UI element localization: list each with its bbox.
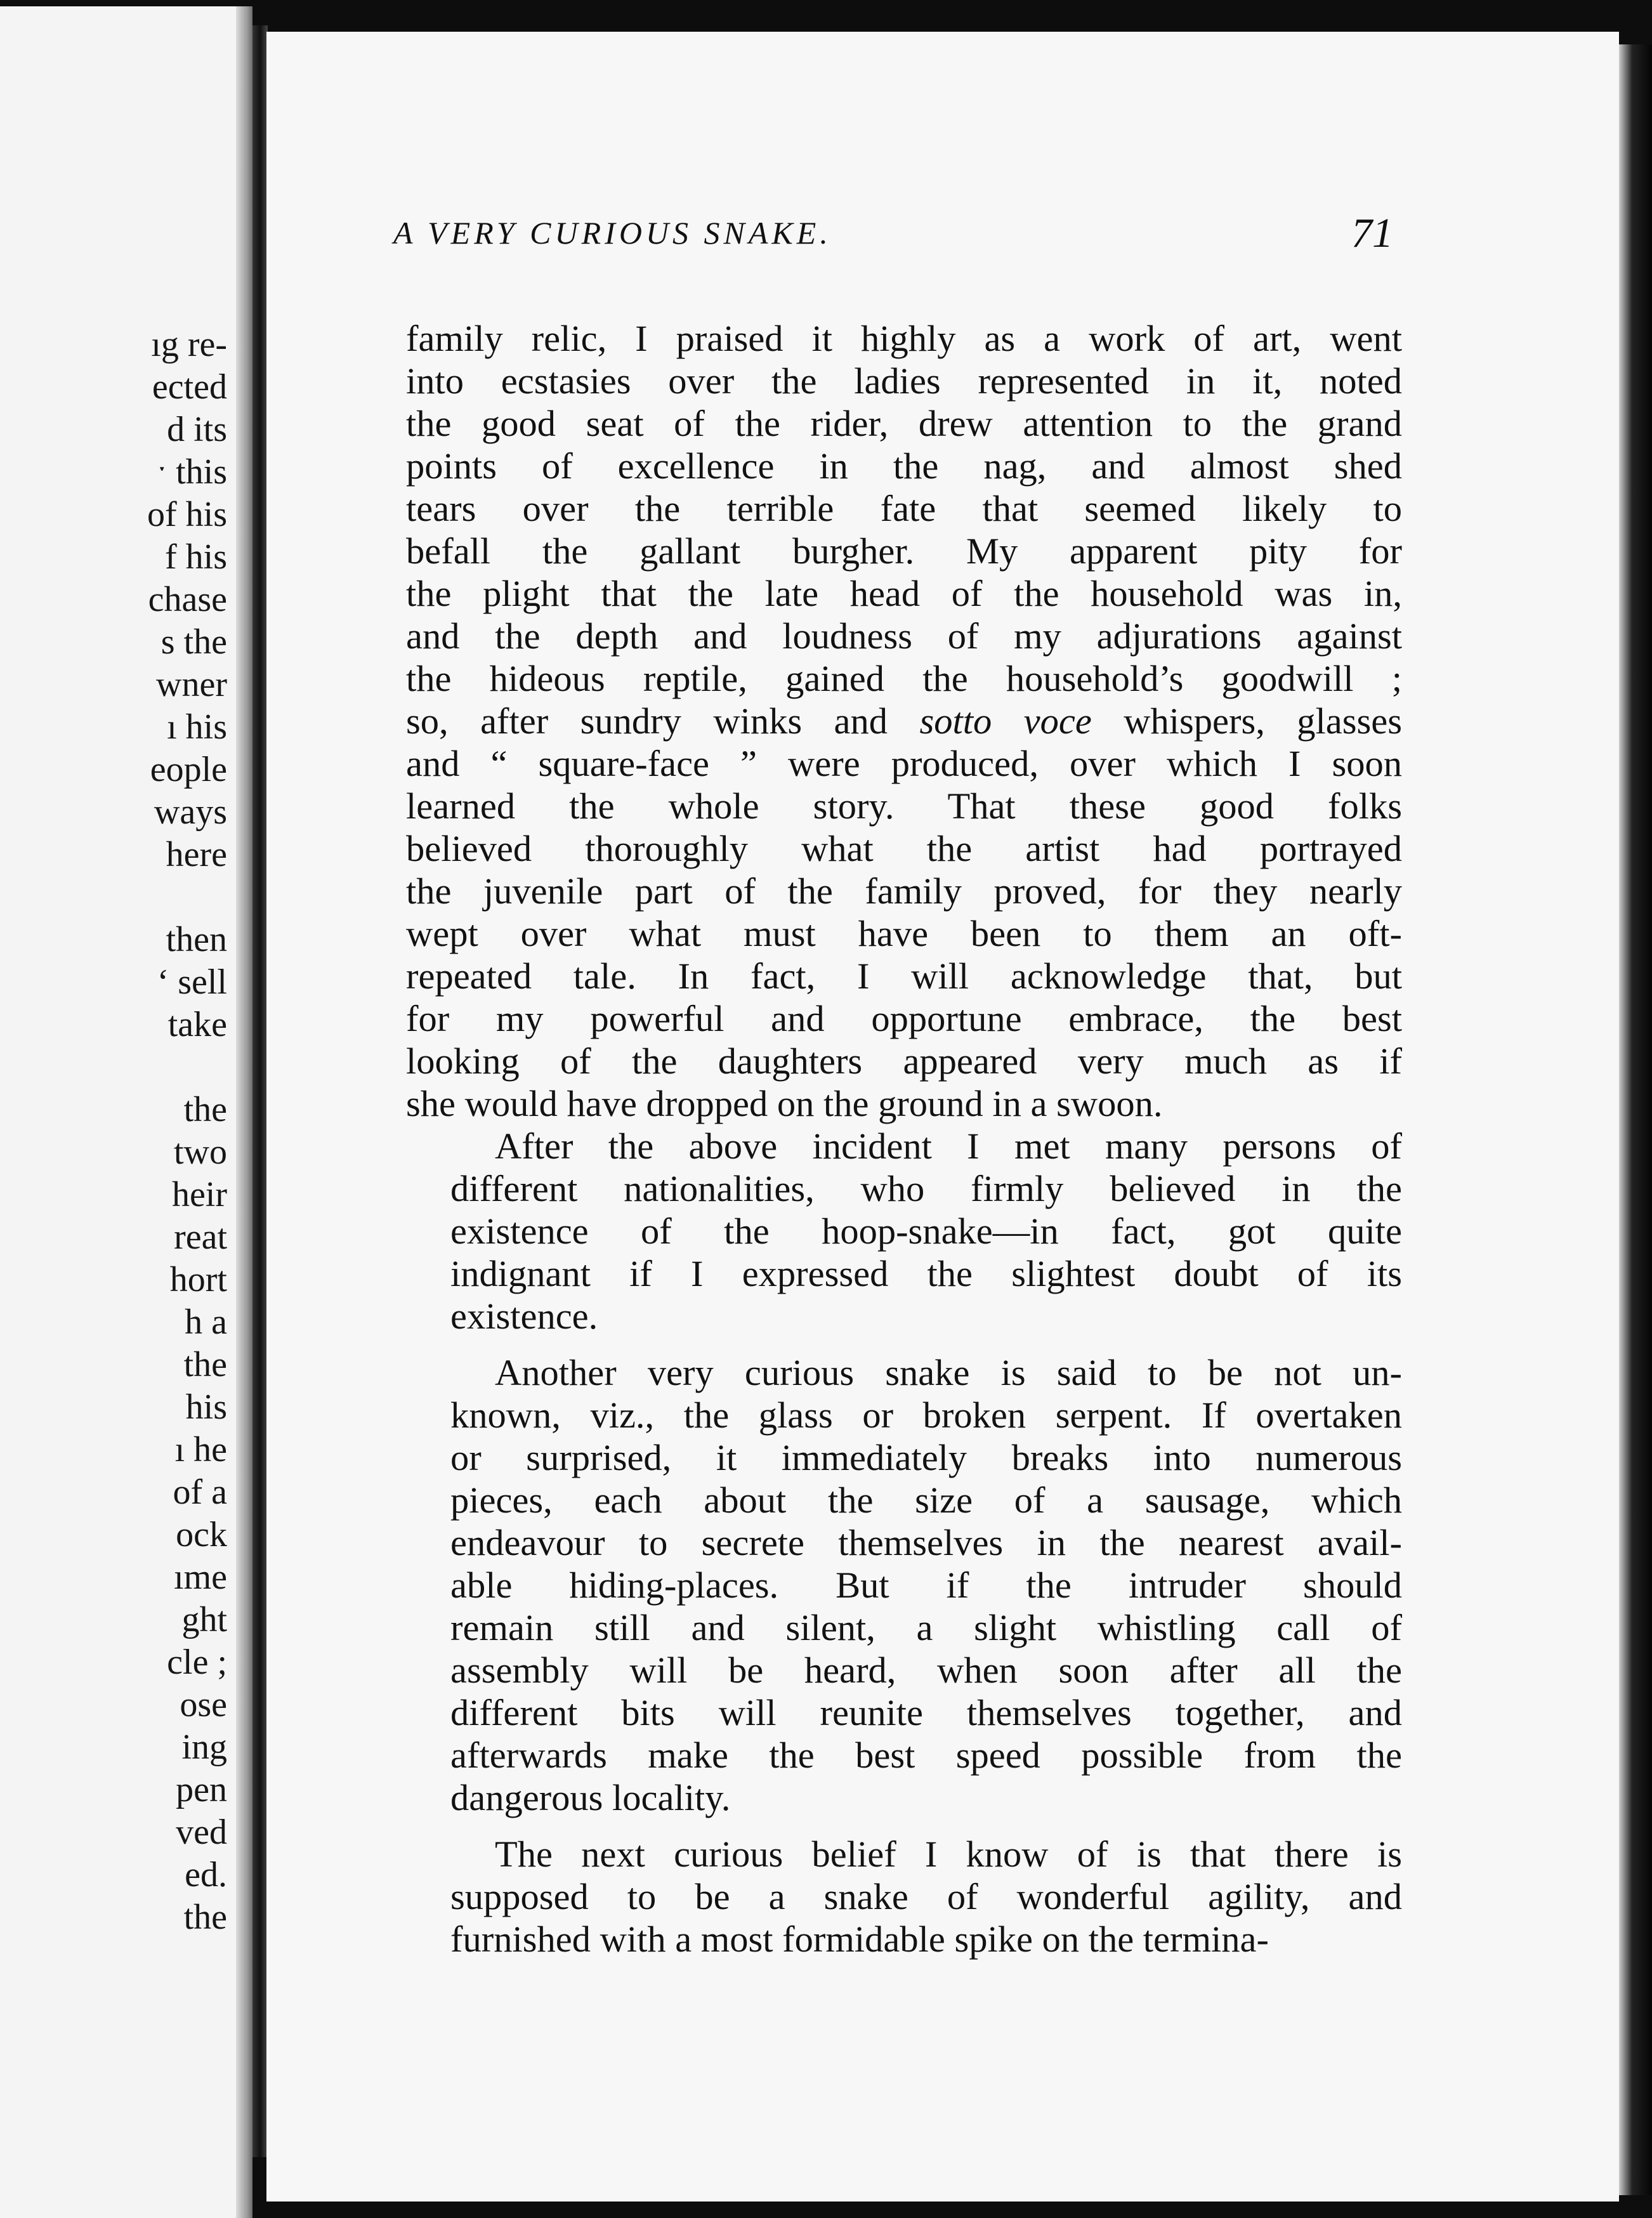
left-page-line: the xyxy=(183,1898,227,1937)
text-line: endeavour to secrete themselves in the nearest avail- xyxy=(450,1522,1402,1563)
left-page-line: hort xyxy=(169,1260,227,1299)
left-page-line: f his xyxy=(165,537,227,577)
text-line: she would have dropped on the ground in a swoon. xyxy=(406,1083,1163,1124)
left-page-line: his xyxy=(185,1388,227,1427)
text-line: befall the gallant burgher. My apparent pity for xyxy=(406,530,1402,572)
left-page-line: d its xyxy=(167,410,227,449)
text-line: supposed to be a snake of wonderful agility, and xyxy=(450,1876,1402,1917)
text-line: the hideous reptile, gained the household’s goodwill ; xyxy=(406,658,1402,699)
text-line: dangerous locality. xyxy=(450,1777,731,1818)
left-page-line: wner xyxy=(156,665,227,704)
left-page-line: ing xyxy=(181,1728,227,1767)
text-line: points of excellence in the nag, and almost shed xyxy=(406,445,1402,487)
text-line: the juvenile part of the family proved, for they nearly xyxy=(406,870,1402,912)
left-page-line: ways xyxy=(154,792,227,832)
text-line: The next curious belief I know of is that there is xyxy=(495,1834,1402,1875)
text-line: afterwards make the best speed possible from the xyxy=(450,1735,1402,1776)
page-number: 71 xyxy=(1351,210,1393,256)
left-page-line: of a xyxy=(173,1473,227,1512)
left-page-line: ed. xyxy=(185,1855,227,1894)
left-page-line: ˑ this xyxy=(157,452,227,492)
text-line: pieces, each about the size of a sausage, which xyxy=(450,1480,1402,1521)
text-line: and the depth and loudness of my adjurations against xyxy=(406,615,1402,657)
left-page-line: ved xyxy=(176,1813,227,1852)
paragraph xyxy=(406,317,1402,1125)
text-line: looking of the daughters appeared very much as if xyxy=(406,1040,1402,1082)
paragraph xyxy=(406,1351,1402,1819)
left-page-line: ıg re- xyxy=(151,325,227,364)
left-page-line: take xyxy=(167,1005,227,1044)
left-page-line: the xyxy=(183,1090,227,1129)
left-page-text xyxy=(24,324,227,1939)
text-line: indignant if I expressed the slightest doubt of its xyxy=(450,1253,1402,1294)
left-facing-page xyxy=(0,6,252,2218)
text-line: known, viz., the glass or broken serpent. If overtaken xyxy=(450,1394,1402,1436)
left-page-line: eople xyxy=(150,750,227,789)
text-line: tears over the terrible fate that seemed likely to xyxy=(406,488,1402,529)
text-line: learned the whole story. That these good folks xyxy=(406,785,1402,827)
left-page-line: s the xyxy=(161,622,227,662)
left-page-line: h a xyxy=(185,1303,227,1342)
text-line: or surprised, it immediately breaks into numerous xyxy=(450,1437,1402,1478)
text-line: and “ square-face ” were produced, over which I soon xyxy=(406,743,1402,784)
left-page-line: heir xyxy=(171,1175,227,1214)
left-page-line: here xyxy=(166,835,227,874)
running-head: A VERY CURIOUS SNAKE. xyxy=(393,215,832,251)
text-line: wept over what must have been to them an oft- xyxy=(406,913,1402,954)
left-page-gutter xyxy=(236,6,252,2218)
left-page-line: ‘ sell xyxy=(157,962,227,1002)
text-line: the good seat of the rider, drew attention to the grand xyxy=(406,403,1402,444)
text-line: so, after sundry winks and sotto voce whispers, glasses xyxy=(406,700,1402,742)
left-page-line: cle ; xyxy=(167,1643,227,1682)
text-line: existence. xyxy=(450,1296,598,1337)
text-line: remain still and silent, a slight whistling call of xyxy=(450,1607,1402,1648)
left-page-line: ected xyxy=(152,367,227,407)
text-line: furnished with a most formidable spike on the termina- xyxy=(450,1919,1269,1960)
left-page-line: ı he xyxy=(174,1430,227,1469)
text-line: existence of the hoop-snake—in fact, got quite xyxy=(450,1211,1402,1252)
paragraph xyxy=(406,1833,1402,1960)
italic-phrase: sotto voce xyxy=(919,700,1092,742)
text-line: Another very curious snake is said to be not un- xyxy=(495,1352,1402,1393)
text-line: able hiding-places. But if the intruder should xyxy=(450,1565,1402,1606)
left-page-line: of his xyxy=(147,495,227,534)
text-line: assembly will be heard, when soon after all the xyxy=(450,1650,1402,1691)
left-page-line: ıme xyxy=(174,1558,227,1597)
body-text xyxy=(406,317,1402,1960)
text-line: different nationalities, who firmly believed in the xyxy=(450,1168,1402,1209)
paragraph xyxy=(406,1125,1402,1337)
left-page-line: pen xyxy=(176,1770,227,1809)
left-page-line: two xyxy=(174,1132,227,1172)
text-line: for my powerful and opportune embrace, the best xyxy=(406,998,1402,1039)
text-line: different bits will reunite themselves together, and xyxy=(450,1692,1402,1733)
text-line: believed thoroughly what the artist had portrayed xyxy=(406,828,1402,869)
text-line: repeated tale. In fact, I will acknowledge that, but xyxy=(406,955,1402,997)
left-page-line: chase xyxy=(148,580,227,619)
left-page-line: ose xyxy=(180,1685,227,1724)
text-line: into ecstasies over the ladies represented in it, noted xyxy=(406,360,1402,402)
left-page-line: reat xyxy=(174,1217,227,1257)
left-page-line: the xyxy=(183,1345,227,1384)
text-line: After the above incident I met many persons of xyxy=(495,1125,1402,1167)
text-line: family relic, I praised it highly as a work of art, went xyxy=(406,318,1402,359)
page-edge-shadow xyxy=(1619,44,1652,2195)
text-line: the plight that the late head of the household was in, xyxy=(406,573,1402,614)
left-page-line: then xyxy=(166,920,227,959)
book-spine xyxy=(252,25,268,2157)
left-page-line: ock xyxy=(176,1515,227,1554)
left-page-line: ght xyxy=(181,1600,227,1639)
left-page-line: ı his xyxy=(167,707,227,747)
